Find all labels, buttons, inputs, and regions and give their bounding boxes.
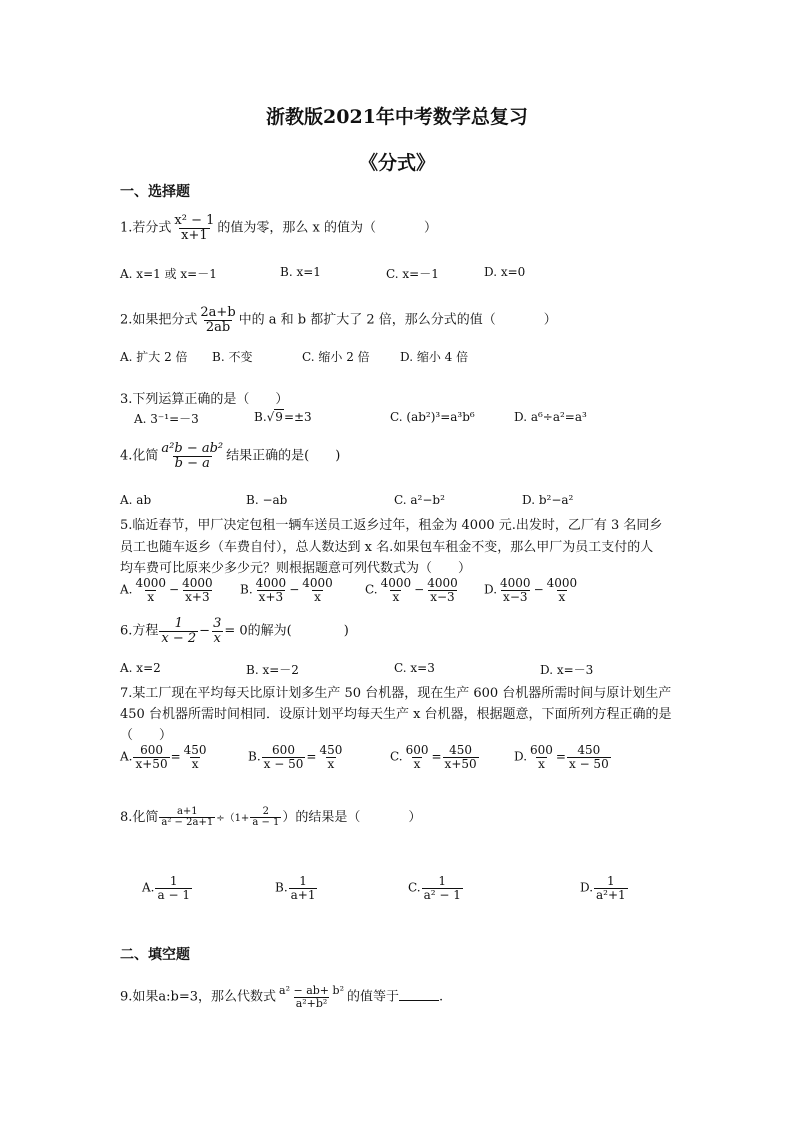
q1-option-a: A. x=1 或 x=－1	[120, 267, 217, 281]
q6-option-b: B. x=－2	[246, 663, 299, 677]
answer-blank	[399, 989, 439, 1001]
q2-option-b: B. 不变	[212, 350, 253, 364]
q4-option-a: A. ab	[120, 493, 152, 507]
fraction: $\frac{\text{x² − 1}}{x+1}$	[174, 213, 215, 243]
q4-option-b: B. −ab	[246, 493, 288, 507]
fraction: $\frac{\text{a²b − ab²}}{b - a}$	[161, 441, 224, 471]
q5-option-c: C. $\frac{4000}{x}$ − $\frac{4000}{x-3}$	[365, 576, 458, 604]
q6-option-c: C. x=3	[394, 661, 435, 675]
q8-option-c: C. $\frac{1}{\text{a² − 1}}$	[408, 874, 461, 902]
question-5-line-3: 均车费可比原来少多少元？则根据题意可列代数式为（ ）	[120, 561, 472, 576]
page-title: 浙教版2021年中考数学总复习	[266, 106, 528, 128]
q7-option-c: C. $\frac{600}{x}$ = $\frac{450}{x+50}$	[390, 743, 477, 771]
q6-option-d: D. x=－3	[540, 663, 594, 677]
question-5-line-1: 5.临近春节，甲厂决定包租一辆车送员工返乡过年，租金为 4000 元.出发时，乙厂有 3 名同乡	[120, 518, 663, 533]
q3-option-d: D. a⁶÷a²=a³	[514, 410, 587, 424]
page-subtitle: 《分式》	[358, 152, 435, 174]
fraction: $\frac{2a+b}{2ab}$	[200, 305, 236, 335]
q8-option-b: B. $\frac{1}{a+1}$	[275, 874, 316, 902]
q4-option-c: C. a²−b²	[394, 493, 445, 507]
section-heading-fill: 二、填空题	[120, 947, 190, 963]
question-7-line-1: 7.某工厂现在平均每天比原计划多生产 50 台机器，现在生产 600 台机器所需时间与原计划生产	[120, 686, 672, 701]
q5-option-b: B. $\frac{4000}{x+3}$ − $\frac{4000}{x}$	[240, 576, 333, 604]
q1-option-b: B. x=1	[280, 265, 321, 279]
q3-option-a: A. 3⁻¹=－3	[134, 412, 199, 426]
question-9: 9.如果a:b=3，那么代数式 $\frac{\text{a² − ab+ b²}}{\text{a²+b²}}$ 的值等于 .	[120, 984, 444, 1010]
q5-option-a: A. $\frac{4000}{x}$ − $\frac{4000}{x+3}$	[120, 576, 213, 604]
question-7-line-2: 450 台机器所需时间相同．设原计划平均每天生产 x 台机器，根据题意，下面所列方程正确的是	[120, 707, 672, 722]
question-2: 2.如果把分式 $\frac{2a+b}{2ab}$ 中的 a 和 b 都扩大了 2 倍，那么分式的值（ ）	[120, 305, 557, 335]
q6-option-a: A. x=2	[120, 661, 161, 675]
q8-option-a: A. $\frac{1}{a - 1}$	[142, 874, 190, 902]
q1-option-c: C. x=－1	[386, 267, 439, 281]
question-7-line-3: （ ）	[120, 728, 173, 743]
sqrt-icon: √	[266, 410, 275, 424]
q3-option-c: C. (ab²)³=a³b⁶	[390, 410, 475, 424]
q3-option-b: B.√9=±3	[254, 410, 312, 424]
q5-option-d: D. $\frac{4000}{x-3}$ − $\frac{4000}{x}$	[484, 576, 578, 604]
q8-option-d: D. $\frac{1}{\text{a²+1}}$	[580, 874, 626, 902]
q2-option-d: D. 缩小 4 倍	[400, 350, 469, 364]
question-5-line-2: 员工也随车返乡（车费自付），总人数达到 x 名.如果包车租金不变，那么甲厂为员工支付的人	[120, 540, 654, 555]
question-1: 1.若分式 $\frac{\text{x² − 1}}{x+1}$ 的值为零，那么 x 的值为（ ）	[120, 213, 438, 243]
q7-option-a: A. $\frac{600}{x+50}$ = $\frac{450}{x}$	[120, 743, 207, 771]
q2-option-c: C. 缩小 2 倍	[302, 350, 370, 364]
question-6: 6.方程 $\frac{1}{x - 2}$ − $\frac{3}{x}$ = 0的解为( )	[120, 616, 349, 646]
question-3: 3.下列运算正确的是（ ）	[120, 392, 289, 407]
q2-option-a: A. 扩大 2 倍	[120, 350, 188, 364]
q7-option-d: D. $\frac{600}{x}$ = $\frac{450}{x - 50}$	[514, 743, 609, 771]
q4-option-d: D. b²−a²	[522, 493, 574, 507]
section-heading-choice: 一、选择题	[120, 184, 190, 200]
q7-option-b: B. $\frac{600}{x - 50}$ = $\frac{450}{x}$	[248, 743, 343, 771]
q1-option-d: D. x=0	[484, 265, 526, 279]
question-8: 8.化简 $\frac{a+1}{\text{a² − 2a+1}}$ ÷（1+ $\frac{2}{a - 1}$ ）的结果是（ ）	[120, 805, 422, 828]
question-4: 4.化简 $\frac{\text{a²b − ab²}}{b - a}$ 结果正确的是( )	[120, 441, 341, 471]
